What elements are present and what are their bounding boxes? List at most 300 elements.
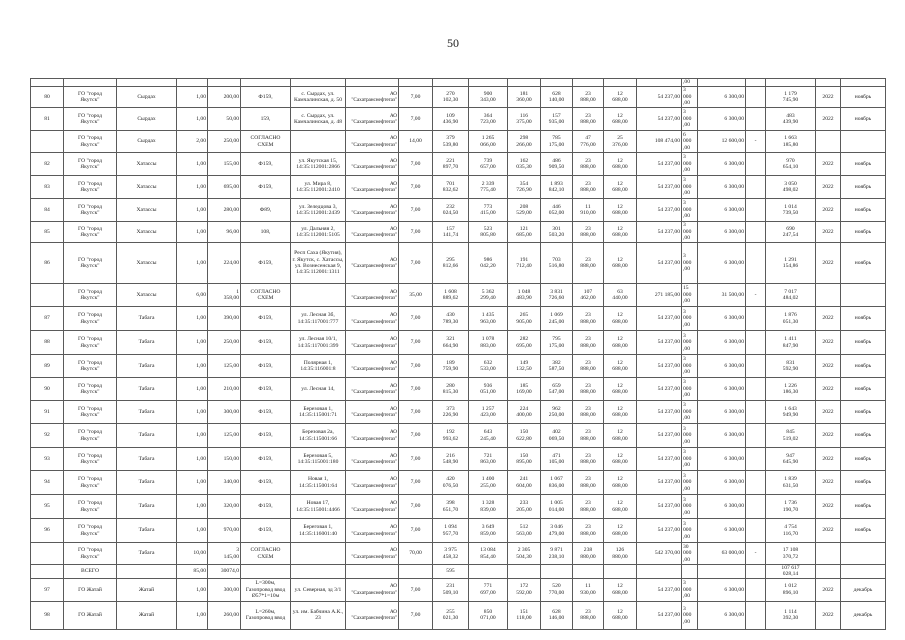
cell-amount-5: 23 888,00 xyxy=(573,519,604,543)
cell-amount-1: 232 024,50 xyxy=(433,199,469,222)
cell-amount-8: 3 000 ,00 xyxy=(682,578,698,601)
cell-amount-4: 486 909,50 xyxy=(541,153,573,176)
cell-amount-2: 1 265 066,00 xyxy=(469,131,508,153)
cell-amount-8: 15 000 ,00 xyxy=(682,284,698,307)
cell-amount-6: 12 688,00 xyxy=(604,331,637,355)
cell-amount-7: 54 237,00 xyxy=(637,153,682,176)
cell-amount-2: 632 533,00 xyxy=(469,355,508,378)
cell-amount-10 xyxy=(746,565,766,579)
table-row xyxy=(31,355,886,378)
cell-amount-5: 23 888,00 xyxy=(573,424,604,448)
cell-amount-1: 379 539,80 xyxy=(433,131,469,153)
cell-amount-10 xyxy=(746,222,766,243)
cell-amount-3: 282 695,00 xyxy=(508,331,541,355)
cell-year: 2022 xyxy=(816,578,841,601)
cell-year: 2022 xyxy=(816,243,841,284)
cell-amount-6: 12 688,00 xyxy=(604,424,637,448)
cell-amount-9 xyxy=(698,565,746,579)
cell-amount-10 xyxy=(746,79,766,87)
cell-total-amount: 1 736 190,70 xyxy=(766,495,816,519)
cell-amount-5: 107 462,00 xyxy=(573,284,604,307)
cell-quantity xyxy=(177,79,208,87)
cell-settlement: Хатассы xyxy=(117,176,177,199)
cell-settlement: Сырдах xyxy=(117,108,177,131)
cell-amount-3: 162 035,30 xyxy=(508,153,541,176)
cell-row-number: 94 xyxy=(31,471,64,495)
cell-row-number: 83 xyxy=(31,176,64,199)
cell-length: 30074,0 xyxy=(208,565,241,579)
cell-amount-2: 1 257 423,00 xyxy=(469,401,508,424)
cell-operator: АО "Сахатранснефтегаз" xyxy=(346,448,399,471)
cell-amount-10 xyxy=(746,199,766,222)
cell-amount-7: 54 237,00 xyxy=(637,578,682,601)
cell-address: ул. им. Бабчина А.К., 23 xyxy=(291,601,346,629)
cell-amount-3 xyxy=(508,79,541,87)
cell-total-amount: 1 876 051,30 xyxy=(766,307,816,331)
cell-amount-1: 157 141,74 xyxy=(433,222,469,243)
cell-settlement: Табага xyxy=(117,378,177,401)
cell-municipality: ГО "город Якутск" xyxy=(64,424,117,448)
cell-coefficient xyxy=(399,565,433,579)
cell-amount-10 xyxy=(746,307,766,331)
cell-amount-9 xyxy=(698,79,746,87)
cell-operator: АО "Сахатранснефтегаз" xyxy=(346,424,399,448)
cell-operator: АО "Сахатранснефтегаз" xyxy=(346,284,399,307)
cell-year: 2022 xyxy=(816,519,841,543)
cell-length: 155,00 xyxy=(208,153,241,176)
cell-total-amount: 1 839 631,50 xyxy=(766,471,816,495)
cell-amount-10 xyxy=(746,176,766,199)
cell-amount-1: 430 789,30 xyxy=(433,307,469,331)
cell-settlement: Табага xyxy=(117,471,177,495)
cell-length: 695,00 xyxy=(208,176,241,199)
cell-year: 2022 xyxy=(816,401,841,424)
cell-amount-2: 3 649 859,00 xyxy=(469,519,508,543)
cell-amount-3: 150 622,80 xyxy=(508,424,541,448)
cell-amount-3: 150 895,00 xyxy=(508,448,541,471)
cell-pipe-spec xyxy=(241,565,291,579)
cell-settlement: Табага xyxy=(117,543,177,565)
cell-row-number: 88 xyxy=(31,331,64,355)
cell-municipality: ГО "город Якутск" xyxy=(64,448,117,471)
cell-amount-3 xyxy=(508,565,541,579)
cell-coefficient: 7,00 xyxy=(399,176,433,199)
table-row xyxy=(31,543,886,565)
cell-amount-6: 12 688,00 xyxy=(604,243,637,284)
cell-operator: АО "Сахатранснефтегаз" xyxy=(346,355,399,378)
cell-row-number xyxy=(31,543,64,565)
cell-amount-8: 3 000 ,00 xyxy=(682,199,698,222)
cell-amount-1: 109 436,90 xyxy=(433,108,469,131)
cell-address: Полярная 1, 14:35:116001:8 xyxy=(291,355,346,378)
table-row xyxy=(31,87,886,108)
cell-month: декабрь xyxy=(841,578,886,601)
cell-amount-2 xyxy=(469,79,508,87)
cell-operator: АО "Сахатранснефтегаз" xyxy=(346,307,399,331)
cell-row-number: 87 xyxy=(31,307,64,331)
cell-address: ул. Лесная 10/1, 14:35:117001:399 xyxy=(291,331,346,355)
cell-quantity: 2,00 xyxy=(177,131,208,153)
cell-year: 2022 xyxy=(816,378,841,401)
cell-amount-6: 12 688,00 xyxy=(604,199,637,222)
cell-year: 2022 xyxy=(816,448,841,471)
cell-amount-9: 6 300,00 xyxy=(698,601,746,629)
cell-amount-9: 6 300,00 xyxy=(698,243,746,284)
cell-total-amount: 17 108 370,72 xyxy=(766,543,816,565)
table-row xyxy=(31,199,886,222)
cell-row-number: 97 xyxy=(31,578,64,601)
cell-amount-5 xyxy=(573,565,604,579)
cell-amount-4: 402 069,50 xyxy=(541,424,573,448)
cell-amount-9: 6 300,00 xyxy=(698,307,746,331)
cell-amount-2: 5 362 299,40 xyxy=(469,284,508,307)
cell-amount-5: 23 888,00 xyxy=(573,153,604,176)
cell-amount-9: 6 300,00 xyxy=(698,495,746,519)
cell-settlement: Табага xyxy=(117,519,177,543)
cell-amount-1: 192 993,62 xyxy=(433,424,469,448)
cell-quantity: 1,00 xyxy=(177,331,208,355)
cell-municipality: ГО Жатай xyxy=(64,578,117,601)
cell-amount-9: 6 300,00 xyxy=(698,578,746,601)
cell-amount-3: 181 360,00 xyxy=(508,87,541,108)
cell-amount-1: 398 651,70 xyxy=(433,495,469,519)
cell-amount-8: 3 000 ,00 xyxy=(682,176,698,199)
cell-amount-7: 54 237,00 xyxy=(637,378,682,401)
table-body xyxy=(31,79,886,630)
cell-length: 125,00 xyxy=(208,355,241,378)
cell-amount-2: 1 078 883,00 xyxy=(469,331,508,355)
cell-municipality: ГО "город Якутск" xyxy=(64,87,117,108)
cell-coefficient: 7,00 xyxy=(399,601,433,629)
cell-amount-8: 3 000 ,00 xyxy=(682,87,698,108)
cell-total-amount: 1 114 392,30 xyxy=(766,601,816,629)
cell-amount-2: 721 863,00 xyxy=(469,448,508,471)
cell-amount-8: 3 000 ,00 xyxy=(682,424,698,448)
cell-settlement xyxy=(117,79,177,87)
cell-month xyxy=(841,284,886,307)
cell-month: ноябрь xyxy=(841,108,886,131)
cell-month: ноябрь xyxy=(841,378,886,401)
cell-row-number xyxy=(31,284,64,307)
cell-operator: АО "Сахатранснефтегаз" xyxy=(346,108,399,131)
cell-amount-6: 12 688,00 xyxy=(604,355,637,378)
cell-operator: АО "Сахатранснефтегаз" xyxy=(346,243,399,284)
cell-amount-5: 23 888,00 xyxy=(573,471,604,495)
cell-amount-1: 1 608 889,62 xyxy=(433,284,469,307)
cell-operator: АО "Сахатранснефтегаз" xyxy=(346,131,399,153)
cell-settlement: Табага xyxy=(117,424,177,448)
cell-amount-9: 6 300,00 xyxy=(698,331,746,355)
cell-amount-6: 12 688,00 xyxy=(604,108,637,131)
cell-amount-2: 643 245,40 xyxy=(469,424,508,448)
cell-amount-1: 189 759,90 xyxy=(433,355,469,378)
cell-quantity: 1,00 xyxy=(177,222,208,243)
cell-row-number: 91 xyxy=(31,401,64,424)
cell-municipality: ГО "город Якутск" xyxy=(64,401,117,424)
cell-amount-10 xyxy=(746,578,766,601)
cell-operator: АО "Сахатранснефтегаз" xyxy=(346,519,399,543)
cell-amount-3: 512 563,00 xyxy=(508,519,541,543)
cell-coefficient: 7,00 xyxy=(399,108,433,131)
cell-municipality: ГО "город Якутск" xyxy=(64,355,117,378)
cell-year: 2022 xyxy=(816,87,841,108)
cell-length: 970,00 xyxy=(208,519,241,543)
cell-municipality: ГО Жатай xyxy=(64,601,117,629)
cell-length: 250,00 xyxy=(208,131,241,153)
cell-year: 2022 xyxy=(816,424,841,448)
cell-settlement: Хатассы xyxy=(117,284,177,307)
cell-amount-6: 12 688,00 xyxy=(604,601,637,629)
cell-month: ноябрь xyxy=(841,448,886,471)
cell-municipality: ГО "город Якутск" xyxy=(64,199,117,222)
cell-municipality: ГО "город Якутск" xyxy=(64,108,117,131)
cell-row-number: 96 xyxy=(31,519,64,543)
cell-amount-9: 6 300,00 xyxy=(698,519,746,543)
cell-amount-5: 23 888,00 xyxy=(573,222,604,243)
cell-amount-10 xyxy=(746,495,766,519)
cell-amount-6 xyxy=(604,79,637,87)
cell-amount-4: 659 547,00 xyxy=(541,378,573,401)
cell-quantity: 1,00 xyxy=(177,495,208,519)
cell-address: с. Сырдах, ул. Камчалинская, д. 50 xyxy=(291,87,346,108)
cell-pipe-spec: Ф159, xyxy=(241,153,291,176)
cell-row-number: 90 xyxy=(31,378,64,401)
cell-settlement: Жатай xyxy=(117,601,177,629)
cell-coefficient: 7,00 xyxy=(399,331,433,355)
cell-amount-2: 364 723,00 xyxy=(469,108,508,131)
cell-amount-6: 12 688,00 xyxy=(604,578,637,601)
cell-municipality: ГО "город Якутск" xyxy=(64,519,117,543)
cell-quantity: 1,00 xyxy=(177,243,208,284)
cell-coefficient xyxy=(399,79,433,87)
cell-coefficient: 7,00 xyxy=(399,307,433,331)
cell-amount-8: 3 000 ,00 xyxy=(682,307,698,331)
cell-amount-7: 271 185,00 xyxy=(637,284,682,307)
cell-amount-3: 224 400,00 xyxy=(508,401,541,424)
cell-amount-5: 23 888,00 xyxy=(573,495,604,519)
cell-municipality: ГО "город Якутск" xyxy=(64,284,117,307)
table-row xyxy=(31,331,886,355)
cell-amount-5: 23 888,00 xyxy=(573,243,604,284)
cell-operator: АО "Сахатранснефтегаз" xyxy=(346,471,399,495)
cell-amount-5: 11 910,00 xyxy=(573,199,604,222)
cell-amount-3: 185 169,00 xyxy=(508,378,541,401)
table-row xyxy=(31,284,886,307)
cell-amount-2: 1 435 963,00 xyxy=(469,307,508,331)
cell-row-number: 84 xyxy=(31,199,64,222)
cell-amount-3: 208 529,00 xyxy=(508,199,541,222)
cell-pipe-spec: L=300м, Газопровод ввод Ø57*1=10м xyxy=(241,578,291,601)
cell-amount-4: 785 175,00 xyxy=(541,131,573,153)
cell-coefficient: 7,00 xyxy=(399,243,433,284)
cell-year: 2022 xyxy=(816,495,841,519)
cell-pipe-spec: Ф159, xyxy=(241,519,291,543)
cell-quantity: 1,00 xyxy=(177,176,208,199)
cell-amount-1: 270 102,30 xyxy=(433,87,469,108)
cell-municipality: ГО "город Якутск" xyxy=(64,495,117,519)
cell-coefficient: 70,00 xyxy=(399,543,433,565)
cell-amount-7 xyxy=(637,79,682,87)
cell-year: 2022 xyxy=(816,601,841,629)
cell-month: ноябрь xyxy=(841,519,886,543)
cell-settlement: Табага xyxy=(117,307,177,331)
cell-pipe-spec: Ф159, xyxy=(241,243,291,284)
cell-amount-7: 54 237,00 xyxy=(637,495,682,519)
cell-coefficient: 7,00 xyxy=(399,471,433,495)
cell-total-amount: 690 247,54 xyxy=(766,222,816,243)
cell-length: 300,00 xyxy=(208,401,241,424)
cell-amount-10 xyxy=(746,243,766,284)
cell-municipality: ГО "город Якутск" xyxy=(64,222,117,243)
cell-total-amount: 7 017 484,02 xyxy=(766,284,816,307)
cell-amount-8: 3 000 ,00 xyxy=(682,108,698,131)
cell-amount-10 xyxy=(746,401,766,424)
cell-operator: АО "Сахатранснефтегаз" xyxy=(346,495,399,519)
cell-amount-8: 3 000 ,00 xyxy=(682,401,698,424)
cell-coefficient: 7,00 xyxy=(399,355,433,378)
cell-amount-10: - xyxy=(746,543,766,565)
cell-amount-1 xyxy=(433,79,469,87)
cell-total-amount: 1 291 154,86 xyxy=(766,243,816,284)
cell-amount-3: 151 118,00 xyxy=(508,601,541,629)
cell-amount-1: 216 548,90 xyxy=(433,448,469,471)
cell-amount-9: 6 300,00 xyxy=(698,199,746,222)
cell-amount-5: 23 888,00 xyxy=(573,448,604,471)
cell-month: ноябрь xyxy=(841,401,886,424)
cell-amount-7: 54 237,00 xyxy=(637,519,682,543)
cell-pipe-spec: Ф159, xyxy=(241,448,291,471)
cell-address: ул. Лесная 3б, 14:35:117001:777 xyxy=(291,307,346,331)
cell-quantity: 1,00 xyxy=(177,307,208,331)
cell-amount-2: 13 084 854,40 xyxy=(469,543,508,565)
cell-month: ноябрь xyxy=(841,199,886,222)
cell-municipality: ГО "город Якутск" xyxy=(64,378,117,401)
cell-amount-6: 12 688,00 xyxy=(604,307,637,331)
cell-amount-5 xyxy=(573,79,604,87)
cell-amount-4: 3 046 479,00 xyxy=(541,519,573,543)
cell-settlement: Табага xyxy=(117,331,177,355)
cell-amount-7: 54 237,00 xyxy=(637,243,682,284)
cell-settlement: Хатассы xyxy=(117,243,177,284)
cell-amount-8: 3 000 ,00 xyxy=(682,222,698,243)
cell-length: 125,00 xyxy=(208,424,241,448)
cell-amount-4: 1 005 014,00 xyxy=(541,495,573,519)
cell-month: ноябрь xyxy=(841,471,886,495)
cell-amount-3: 233 205,00 xyxy=(508,495,541,519)
cell-amount-4: 471 105,00 xyxy=(541,448,573,471)
cell-amount-8: 3 000 ,00 xyxy=(682,355,698,378)
cell-amount-4: 962 250,00 xyxy=(541,401,573,424)
cell-amount-10 xyxy=(746,331,766,355)
cell-amount-9: 6 300,00 xyxy=(698,401,746,424)
cell-coefficient: 7,00 xyxy=(399,87,433,108)
cell-amount-2: 2 339 775,40 xyxy=(469,176,508,199)
cell-amount-3: 265 905,00 xyxy=(508,307,541,331)
cell-row-number xyxy=(31,131,64,153)
cell-operator: АО "Сахатранснефтегаз" xyxy=(346,176,399,199)
table-row xyxy=(31,307,886,331)
cell-amount-7: 54 237,00 xyxy=(637,307,682,331)
cell-amount-10 xyxy=(746,601,766,629)
cell-row-number: 82 xyxy=(31,153,64,176)
cell-municipality xyxy=(64,79,117,87)
cell-amount-9: 6 300,00 xyxy=(698,355,746,378)
page-number: 50 xyxy=(447,36,459,50)
cell-total-amount: 4 754 116,70 xyxy=(766,519,816,543)
cell-pipe-spec: СОГЛАСНО СХЕМ xyxy=(241,284,291,307)
cell-municipality: ГО "город Якутск" xyxy=(64,176,117,199)
cell-year: 2022 xyxy=(816,108,841,131)
cell-amount-5: 47 776,00 xyxy=(573,131,604,153)
cell-amount-5: 23 888,00 xyxy=(573,601,604,629)
cell-address: Березовая 2а, 14:35:115001:66 xyxy=(291,424,346,448)
cell-total-amount: 1 179 745,90 xyxy=(766,87,816,108)
cell-amount-2: 739 657,00 xyxy=(469,153,508,176)
cell-pipe-spec: Ф159, xyxy=(241,176,291,199)
cell-amount-7: 54 237,00 xyxy=(637,222,682,243)
table-row xyxy=(31,153,886,176)
cell-total-amount: 107 617 028,14 xyxy=(766,565,816,579)
cell-amount-4: 382 587,50 xyxy=(541,355,573,378)
cell-amount-4: 1 067 836,00 xyxy=(541,471,573,495)
cell-length: 340,00 xyxy=(208,471,241,495)
cell-pipe-spec: Ф159, xyxy=(241,424,291,448)
cell-municipality: ГО "город Якутск" xyxy=(64,471,117,495)
cell-length: 3 145,00 xyxy=(208,543,241,565)
cell-quantity: 1,00 xyxy=(177,401,208,424)
cell-pipe-spec: СОГЛАСНО СХЕМ xyxy=(241,131,291,153)
cell-amount-4: 520 770,00 xyxy=(541,578,573,601)
data-table xyxy=(30,78,886,630)
cell-amount-2: 936 051,00 xyxy=(469,378,508,401)
cell-month xyxy=(841,543,886,565)
cell-municipality: ГО "город Якутск" xyxy=(64,307,117,331)
cell-amount-8: 3 000 ,00 xyxy=(682,601,698,629)
cell-month: ноябрь xyxy=(841,495,886,519)
cell-coefficient: 7,00 xyxy=(399,378,433,401)
cell-row-number: 86 xyxy=(31,243,64,284)
cell-row-number: 92 xyxy=(31,424,64,448)
cell-settlement: Табага xyxy=(117,355,177,378)
cell-quantity: 1,00 xyxy=(177,578,208,601)
cell-amount-5: 23 888,00 xyxy=(573,355,604,378)
cell-amount-3: 354 726,90 xyxy=(508,176,541,199)
cell-pipe-spec: Ф159, xyxy=(241,471,291,495)
cell-address: с. Сырдах, ул. Камчалинская, д. 48 xyxy=(291,108,346,131)
cell-amount-3: 191 712,40 xyxy=(508,243,541,284)
cell-amount-10 xyxy=(746,378,766,401)
cell-coefficient: 7,00 xyxy=(399,222,433,243)
cell-total-amount: 947 645,90 xyxy=(766,448,816,471)
cell-length: 96,00 xyxy=(208,222,241,243)
cell-year: 2022 xyxy=(816,199,841,222)
cell-amount-9: 63 000,00 xyxy=(698,543,746,565)
cell-pipe-spec: L=260м, Газопровод ввод xyxy=(241,601,291,629)
cell-amount-8: 3 000 ,00 xyxy=(682,243,698,284)
cell-address: ул. Северная, зд 3/1 xyxy=(291,578,346,601)
cell-total-amount: 1 663 185,80 xyxy=(766,131,816,153)
cell-amount-7: 54 237,00 xyxy=(637,87,682,108)
cell-amount-3: 116 375,00 xyxy=(508,108,541,131)
cell-address xyxy=(291,543,346,565)
cell-amount-9: 6 300,00 xyxy=(698,471,746,495)
cell-amount-8: 3 000 ,00 xyxy=(682,378,698,401)
cell-municipality: ГО "город Якутск" xyxy=(64,243,117,284)
cell-municipality: ГО "город Якутск" xyxy=(64,543,117,565)
cell-month xyxy=(841,565,886,579)
table-row xyxy=(31,222,886,243)
cell-year: 2022 xyxy=(816,153,841,176)
